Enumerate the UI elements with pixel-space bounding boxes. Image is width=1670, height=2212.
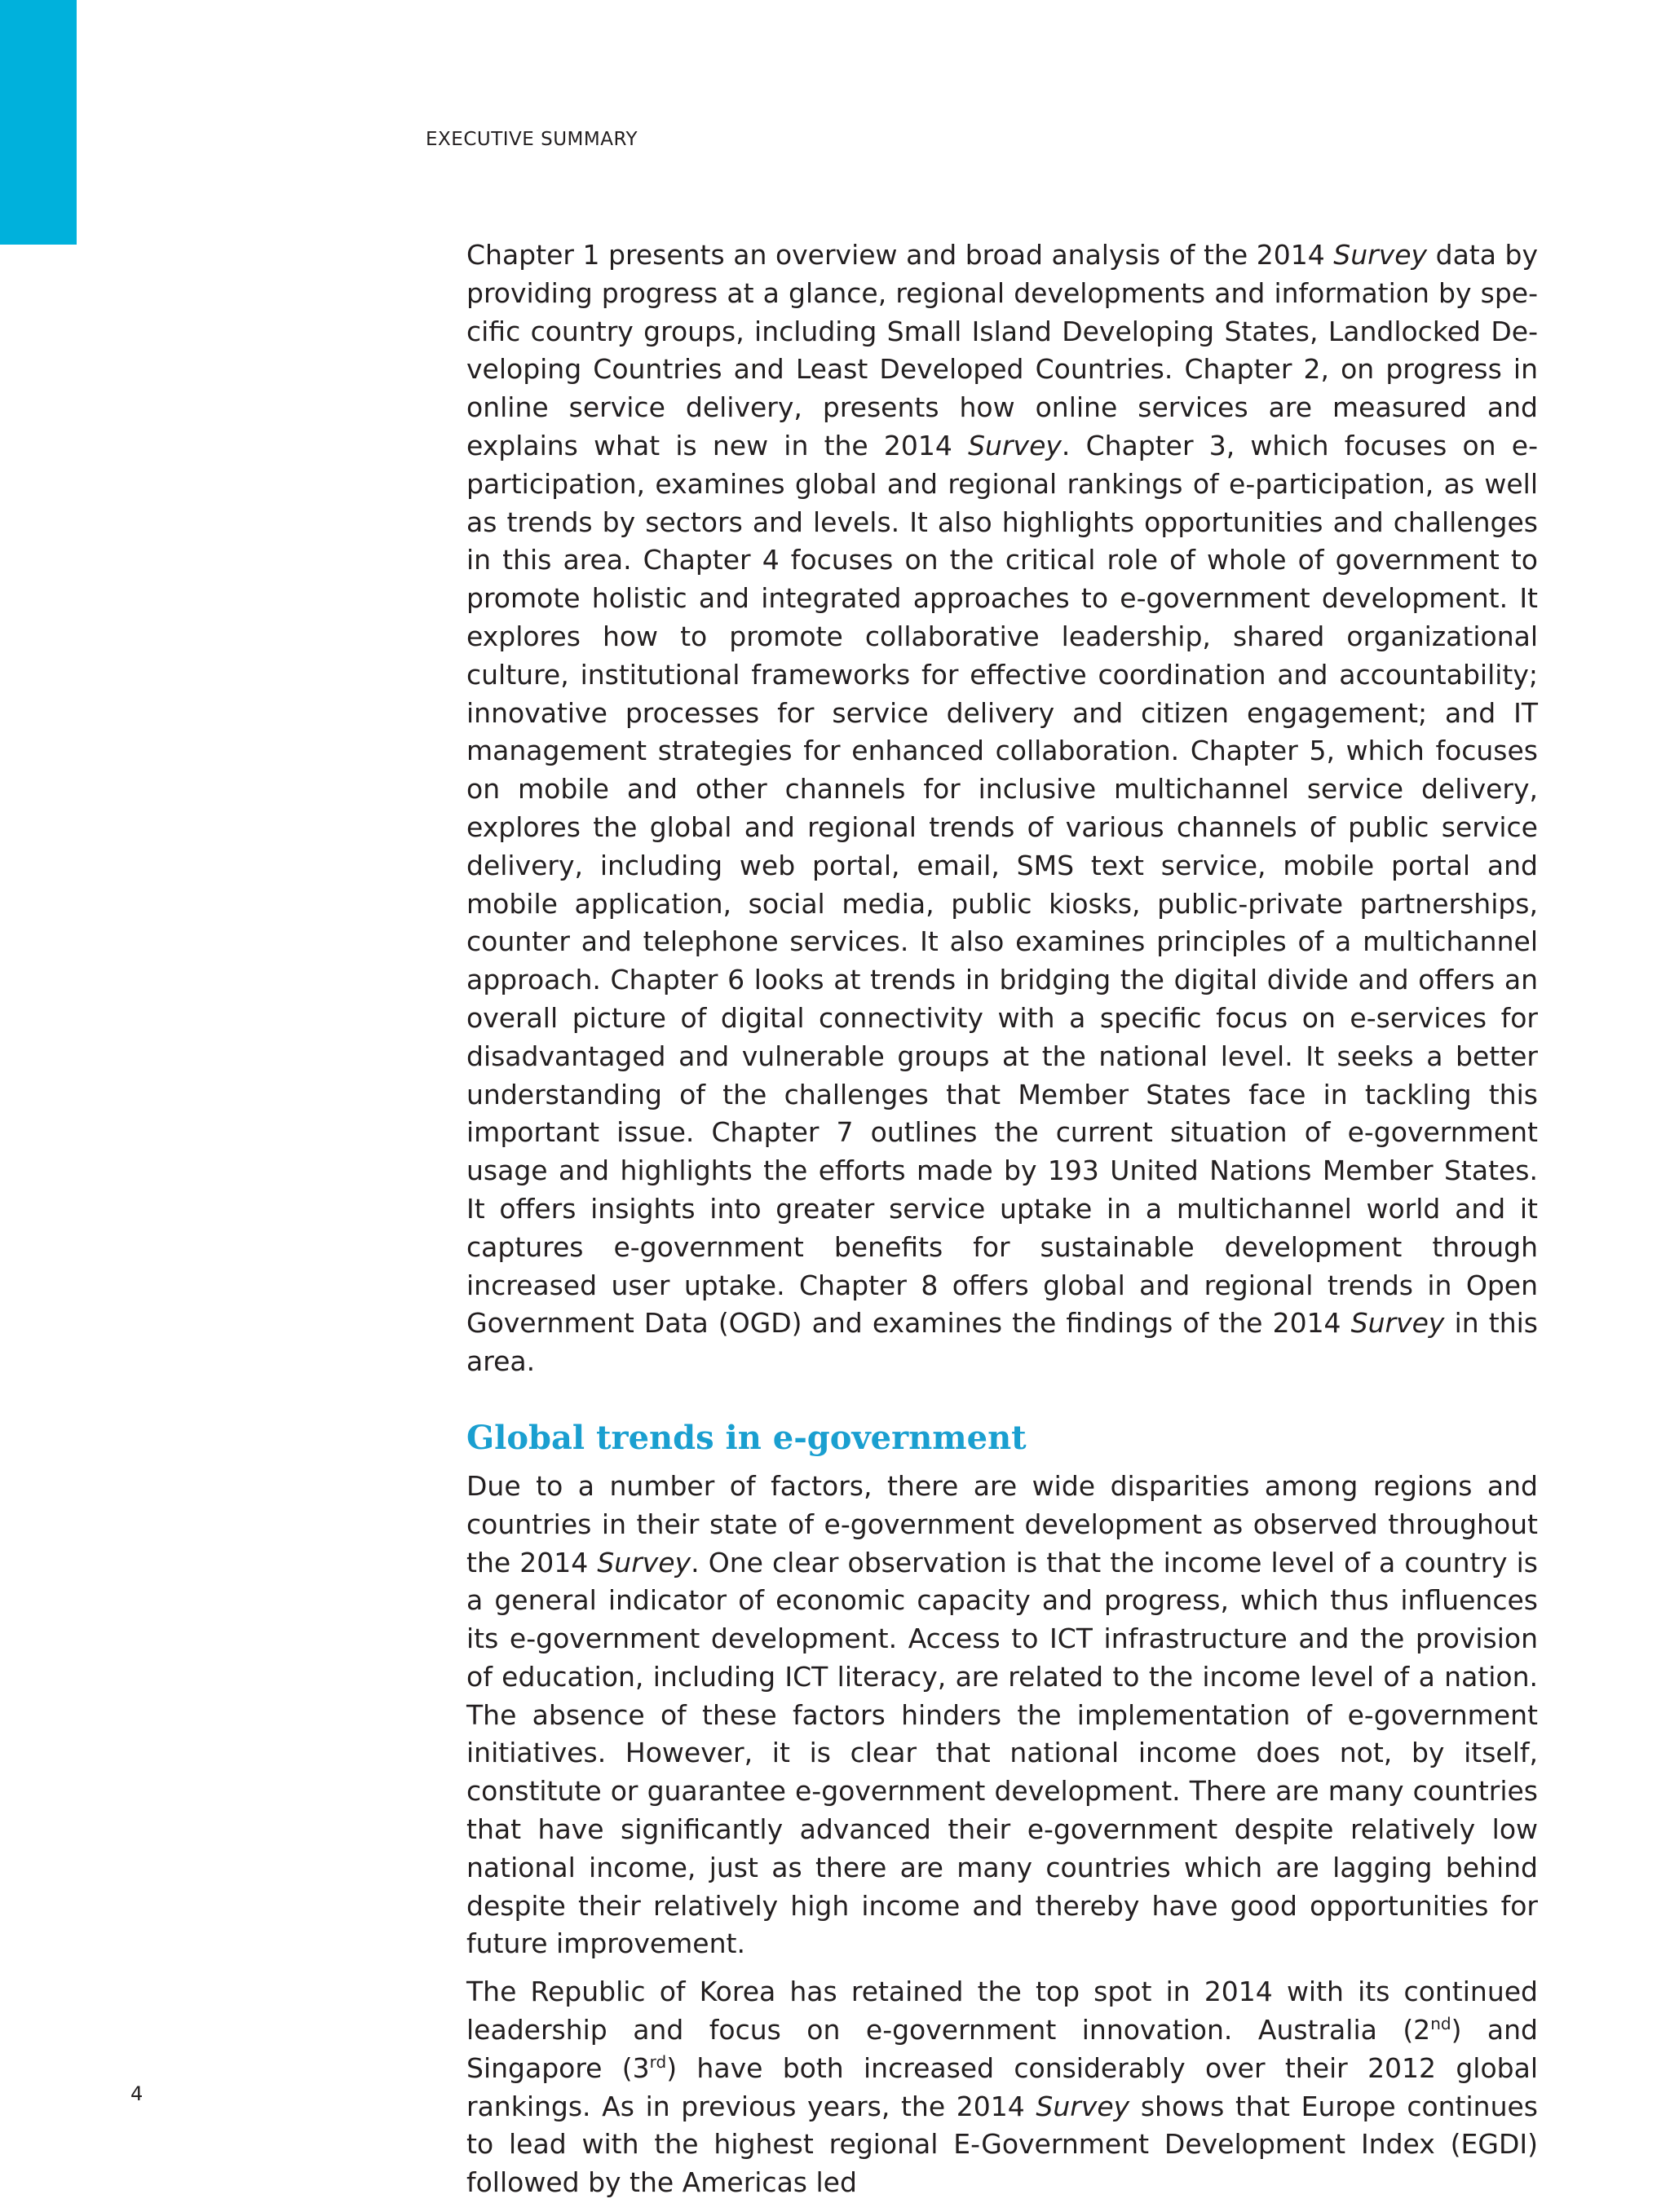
text-run: The Republic of Korea has retained the top spot in 2014 with its continued leadership and focus on e-government innovation. Australia (2	[466, 1976, 1538, 2046]
survey-italic: Survey	[968, 429, 1062, 461]
paragraph-disparities	[466, 1468, 1538, 1963]
text-run: . One clear observation is that the income level of a country is a general indicator of economic capacity and progress, which thus influences its e-government development. Access to ICT infrastructure and the provision of education, including ICT literacy, are related to the income level of a nation. The absence of these factors hinders the implementation of e-government initiatives. However, it is clear that national income does not, by itself, constitute or guarantee e-government development. There are many countries that have significantly advanced their e-government despite relatively low national income, just as there are many countries which are lagging behind despite their relatively high income and thereby have good opportunities for future improvement.	[466, 1546, 1539, 1960]
text-run: ) have both increased considerably over their 2012 global rankings. As in previous years, the 2014	[466, 2051, 1538, 2122]
chapter-color-tab	[0, 0, 77, 245]
survey-italic: Survey	[597, 1546, 691, 1578]
text-run: in this area.	[466, 1307, 1538, 1378]
body-content	[466, 236, 1538, 2212]
text-run: shows that Europe continues to lead with the highest regional E-Government Development Index (EGDI) followed by the Americas led	[466, 2090, 1538, 2199]
page-number: 4	[130, 2082, 144, 2105]
running-header: EXECUTIVE SUMMARY	[426, 129, 638, 150]
text-run: . Chapter 3, which focuses on e-participation, examines global and regional rankings of e-participation, as well as trends by sectors and levels. It also highlights opportunities and challenges in this area. Chapter 4 focuses on the critical role of whole of government to promote holistic and integrated approaches to e-government development. It explores how to promote collaborative leadership, shared organizational culture, institutional frameworks for effective coordination and accountability; innovative processes for service delivery and citizen engagement; and IT management strategies for enhanced collaboration. Chapter 5, which focuses on mobile and other channels for inclusive multichannel service delivery, explores the global and regional trends of various channels of public service delivery, including web portal, email, SMS text service, mobile portal and mobile application, social media, public kiosks, public-private partnerships, counter and telephone services. It also examines principles of a multichannel approach. Chapter 6 looks at trends in bridging the digital divide and offers an overall picture of digital connectivity with a specific focus on e-services for disadvantaged and vulnerable groups at the national level. It seeks a better understanding of the challenges that Member States face in tackling this important issue. Chapter 7 outlines the current situation of e-government usage and highlights the efforts made by 193 United Nations Member States. It offers insights into greater service uptake in a multichannel world and it captures e-government benefits for sustainable development through increased user uptake. Chapter 8 offers global and regional trends in Open Government Data (OGD) and examines the findings of the 2014	[466, 429, 1538, 1340]
survey-italic: Survey	[1333, 239, 1428, 271]
ordinal-suffix: nd	[1430, 2014, 1451, 2034]
text-run: Chapter 1 presents an overview and broad analysis of the 2014	[466, 239, 1334, 271]
text-run: data by providing progress at a glance, regional developments and information by specific country groups, including Small Island Developing States, Landlocked Developing Countries and Least Developed Countries. Chapter 2, on progress in online service delivery, presents how online services are measured and explains what is new in the 2014	[466, 239, 1538, 461]
paragraph-rankings	[466, 1973, 1538, 2202]
ordinal-suffix: rd	[649, 2051, 667, 2072]
survey-italic: Survey	[1350, 1307, 1445, 1340]
text-run: ) and Singapore (3	[466, 2014, 1538, 2084]
text-run: Due to a number of factors, there are wide disparities among regions and countries in their state of e-government development as observed throughout the 2014	[466, 1469, 1538, 1578]
survey-italic: Survey	[1036, 2090, 1130, 2122]
paragraph-chapter-overview	[466, 236, 1538, 1381]
section-heading: Global trends in e-government	[466, 1418, 1027, 1457]
